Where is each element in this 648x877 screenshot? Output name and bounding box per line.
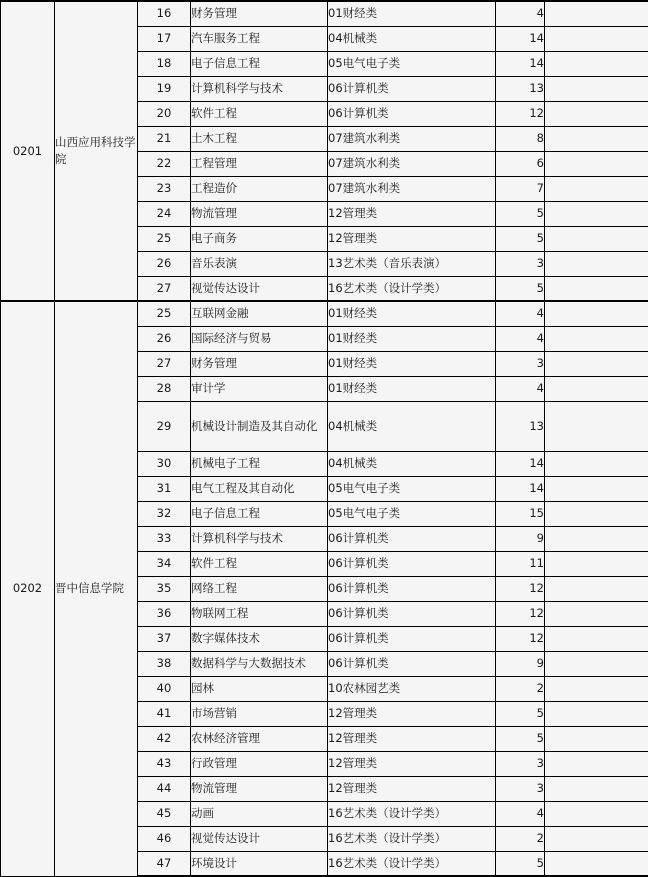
- major-category-cell: 01财经类: [328, 326, 496, 351]
- remark-cell: [545, 276, 648, 301]
- remark-cell: [545, 251, 648, 276]
- sequence-number-cell: 40: [138, 676, 191, 701]
- major-category-cell: 16艺术类（设计学类）: [328, 276, 496, 301]
- major-category-cell: 04机械类: [328, 451, 496, 476]
- major-category-cell: 07建筑水利类: [328, 176, 496, 201]
- sequence-number-cell: 16: [138, 1, 191, 26]
- plan-count-cell: 4: [496, 801, 545, 826]
- table-row: [1, 1, 648, 26]
- major-category-cell: 16艺术类（设计学类）: [328, 851, 496, 876]
- sequence-number-cell: 25: [138, 226, 191, 251]
- remark-cell: [545, 651, 648, 676]
- remark-cell: [545, 476, 648, 501]
- remark-cell: [545, 1, 648, 26]
- major-name-cell: 音乐表演: [191, 251, 328, 276]
- major-category-cell: 13艺术类（音乐表演）: [328, 251, 496, 276]
- sequence-number-cell: 25: [138, 301, 191, 326]
- sequence-number-cell: 17: [138, 26, 191, 51]
- plan-count-cell: 2: [496, 676, 545, 701]
- remark-cell: [545, 551, 648, 576]
- sequence-number-cell: 23: [138, 176, 191, 201]
- sequence-number-cell: 46: [138, 826, 191, 851]
- plan-count-cell: 2: [496, 826, 545, 851]
- plan-count-cell: 14: [496, 476, 545, 501]
- major-category-cell: 01财经类: [328, 376, 496, 401]
- major-name-cell: 电子信息工程: [191, 51, 328, 76]
- plan-count-cell: 5: [496, 201, 545, 226]
- plan-count-cell: 5: [496, 726, 545, 751]
- remark-cell: [545, 226, 648, 251]
- remark-cell: [545, 851, 648, 876]
- major-category-cell: 05电气电子类: [328, 476, 496, 501]
- plan-count-cell: 5: [496, 226, 545, 251]
- major-name-cell: 物流管理: [191, 776, 328, 801]
- major-name-cell: 市场营销: [191, 701, 328, 726]
- plan-count-cell: 13: [496, 401, 545, 451]
- plan-count-cell: 14: [496, 26, 545, 51]
- sequence-number-cell: 21: [138, 126, 191, 151]
- major-name-cell: 电气工程及其自动化: [191, 476, 328, 501]
- remark-cell: [545, 701, 648, 726]
- remark-cell: [545, 201, 648, 226]
- remark-cell: [545, 826, 648, 851]
- major-name-cell: 物流管理: [191, 201, 328, 226]
- plan-count-cell: 8: [496, 126, 545, 151]
- remark-cell: [545, 526, 648, 551]
- plan-count-cell: 12: [496, 626, 545, 651]
- plan-count-cell: 12: [496, 576, 545, 601]
- major-name-cell: 互联网金融: [191, 301, 328, 326]
- major-name-cell: 园林: [191, 676, 328, 701]
- remark-cell: [545, 676, 648, 701]
- major-category-cell: 10农林园艺类: [328, 676, 496, 701]
- major-name-cell: 财务管理: [191, 1, 328, 26]
- sequence-number-cell: 26: [138, 326, 191, 351]
- sequence-number-cell: 19: [138, 76, 191, 101]
- plan-count-cell: 11: [496, 551, 545, 576]
- sequence-number-cell: 33: [138, 526, 191, 551]
- remark-cell: [545, 726, 648, 751]
- major-name-cell: 工程造价: [191, 176, 328, 201]
- sequence-number-cell: 24: [138, 201, 191, 226]
- major-category-cell: 01财经类: [328, 301, 496, 326]
- sequence-number-cell: 36: [138, 601, 191, 626]
- remark-cell: [545, 176, 648, 201]
- remark-cell: [545, 801, 648, 826]
- major-category-cell: 06计算机类: [328, 101, 496, 126]
- plan-count-cell: 4: [496, 1, 545, 26]
- major-name-cell: 机械设计制造及其自动化: [191, 401, 328, 451]
- major-name-cell: 工程管理: [191, 151, 328, 176]
- major-name-cell: 行政管理: [191, 751, 328, 776]
- school-name-cell: 晋中信息学院: [55, 301, 138, 876]
- major-category-cell: 06计算机类: [328, 626, 496, 651]
- remark-cell: [545, 126, 648, 151]
- remark-cell: [545, 601, 648, 626]
- remark-cell: [545, 151, 648, 176]
- major-name-cell: 物联网工程: [191, 601, 328, 626]
- sequence-number-cell: 34: [138, 551, 191, 576]
- major-name-cell: 汽车服务工程: [191, 26, 328, 51]
- sequence-number-cell: 30: [138, 451, 191, 476]
- sequence-number-cell: 29: [138, 401, 191, 451]
- major-category-cell: 06计算机类: [328, 551, 496, 576]
- major-category-cell: 12管理类: [328, 751, 496, 776]
- remark-cell: [545, 326, 648, 351]
- sequence-number-cell: 42: [138, 726, 191, 751]
- plan-count-cell: 14: [496, 451, 545, 476]
- plan-count-cell: 7: [496, 176, 545, 201]
- major-category-cell: 07建筑水利类: [328, 151, 496, 176]
- major-category-cell: 16艺术类（设计学类）: [328, 801, 496, 826]
- sequence-number-cell: 20: [138, 101, 191, 126]
- table-row: [1, 301, 648, 326]
- major-name-cell: 视觉传达设计: [191, 826, 328, 851]
- sequence-number-cell: 41: [138, 701, 191, 726]
- major-category-cell: 06计算机类: [328, 526, 496, 551]
- major-category-cell: 04机械类: [328, 26, 496, 51]
- major-name-cell: 国际经济与贸易: [191, 326, 328, 351]
- major-name-cell: 软件工程: [191, 101, 328, 126]
- major-category-cell: 06计算机类: [328, 76, 496, 101]
- major-name-cell: 计算机科学与技术: [191, 76, 328, 101]
- remark-cell: [545, 376, 648, 401]
- remark-cell: [545, 576, 648, 601]
- remark-cell: [545, 776, 648, 801]
- major-name-cell: 网络工程: [191, 576, 328, 601]
- plan-count-cell: 3: [496, 776, 545, 801]
- plan-count-cell: 4: [496, 376, 545, 401]
- major-category-cell: 05电气电子类: [328, 51, 496, 76]
- sequence-number-cell: 27: [138, 276, 191, 301]
- sequence-number-cell: 44: [138, 776, 191, 801]
- major-name-cell: 农林经济管理: [191, 726, 328, 751]
- major-name-cell: 财务管理: [191, 351, 328, 376]
- sequence-number-cell: 32: [138, 501, 191, 526]
- major-category-cell: 05电气电子类: [328, 501, 496, 526]
- remark-cell: [545, 401, 648, 451]
- major-category-cell: 01财经类: [328, 1, 496, 26]
- sequence-number-cell: 31: [138, 476, 191, 501]
- major-category-cell: 06计算机类: [328, 601, 496, 626]
- sequence-number-cell: 28: [138, 376, 191, 401]
- school-name-cell: 山西应用科技学院: [55, 1, 138, 301]
- major-name-cell: 环境设计: [191, 851, 328, 876]
- school-code-cell: 0201: [1, 1, 55, 301]
- remark-cell: [545, 626, 648, 651]
- major-category-cell: 16艺术类（设计学类）: [328, 826, 496, 851]
- remark-cell: [545, 51, 648, 76]
- plan-count-cell: 5: [496, 701, 545, 726]
- major-name-cell: 审计学: [191, 376, 328, 401]
- major-name-cell: 软件工程: [191, 551, 328, 576]
- sequence-number-cell: 35: [138, 576, 191, 601]
- major-category-cell: 12管理类: [328, 726, 496, 751]
- table-body: [1, 1, 648, 876]
- major-category-cell: 01财经类: [328, 351, 496, 376]
- plan-count-cell: 12: [496, 601, 545, 626]
- remark-cell: [545, 76, 648, 101]
- remark-cell: [545, 501, 648, 526]
- plan-count-cell: 6: [496, 151, 545, 176]
- sequence-number-cell: 26: [138, 251, 191, 276]
- major-name-cell: 电子信息工程: [191, 501, 328, 526]
- major-name-cell: 机械电子工程: [191, 451, 328, 476]
- plan-count-cell: 4: [496, 301, 545, 326]
- major-category-cell: 12管理类: [328, 701, 496, 726]
- major-name-cell: 动画: [191, 801, 328, 826]
- plan-count-cell: 13: [496, 76, 545, 101]
- sequence-number-cell: 22: [138, 151, 191, 176]
- major-category-cell: 12管理类: [328, 226, 496, 251]
- plan-count-cell: 9: [496, 651, 545, 676]
- plan-count-cell: 12: [496, 101, 545, 126]
- plan-count-cell: 3: [496, 251, 545, 276]
- remark-cell: [545, 301, 648, 326]
- plan-count-cell: 15: [496, 501, 545, 526]
- remark-cell: [545, 451, 648, 476]
- remark-cell: [545, 351, 648, 376]
- sequence-number-cell: 43: [138, 751, 191, 776]
- major-category-cell: 12管理类: [328, 201, 496, 226]
- major-category-cell: 12管理类: [328, 776, 496, 801]
- remark-cell: [545, 101, 648, 126]
- major-name-cell: 电子商务: [191, 226, 328, 251]
- plan-count-cell: 9: [496, 526, 545, 551]
- major-name-cell: 土木工程: [191, 126, 328, 151]
- major-name-cell: 计算机科学与技术: [191, 526, 328, 551]
- sequence-number-cell: 47: [138, 851, 191, 876]
- plan-count-cell: 3: [496, 751, 545, 776]
- remark-cell: [545, 26, 648, 51]
- sequence-number-cell: 45: [138, 801, 191, 826]
- plan-count-cell: 4: [496, 326, 545, 351]
- plan-count-cell: 14: [496, 51, 545, 76]
- remark-cell: [545, 751, 648, 776]
- major-name-cell: 数据科学与大数据技术: [191, 651, 328, 676]
- plan-count-cell: 5: [496, 276, 545, 301]
- plan-count-cell: 3: [496, 351, 545, 376]
- major-category-cell: 06计算机类: [328, 576, 496, 601]
- sequence-number-cell: 27: [138, 351, 191, 376]
- major-name-cell: 数字媒体技术: [191, 626, 328, 651]
- major-category-cell: 07建筑水利类: [328, 126, 496, 151]
- major-category-cell: 04机械类: [328, 401, 496, 451]
- plan-count-cell: 5: [496, 851, 545, 876]
- major-name-cell: 视觉传达设计: [191, 276, 328, 301]
- sequence-number-cell: 38: [138, 651, 191, 676]
- sequence-number-cell: 18: [138, 51, 191, 76]
- sequence-number-cell: 37: [138, 626, 191, 651]
- school-code-cell: 0202: [1, 301, 55, 876]
- major-category-cell: 06计算机类: [328, 651, 496, 676]
